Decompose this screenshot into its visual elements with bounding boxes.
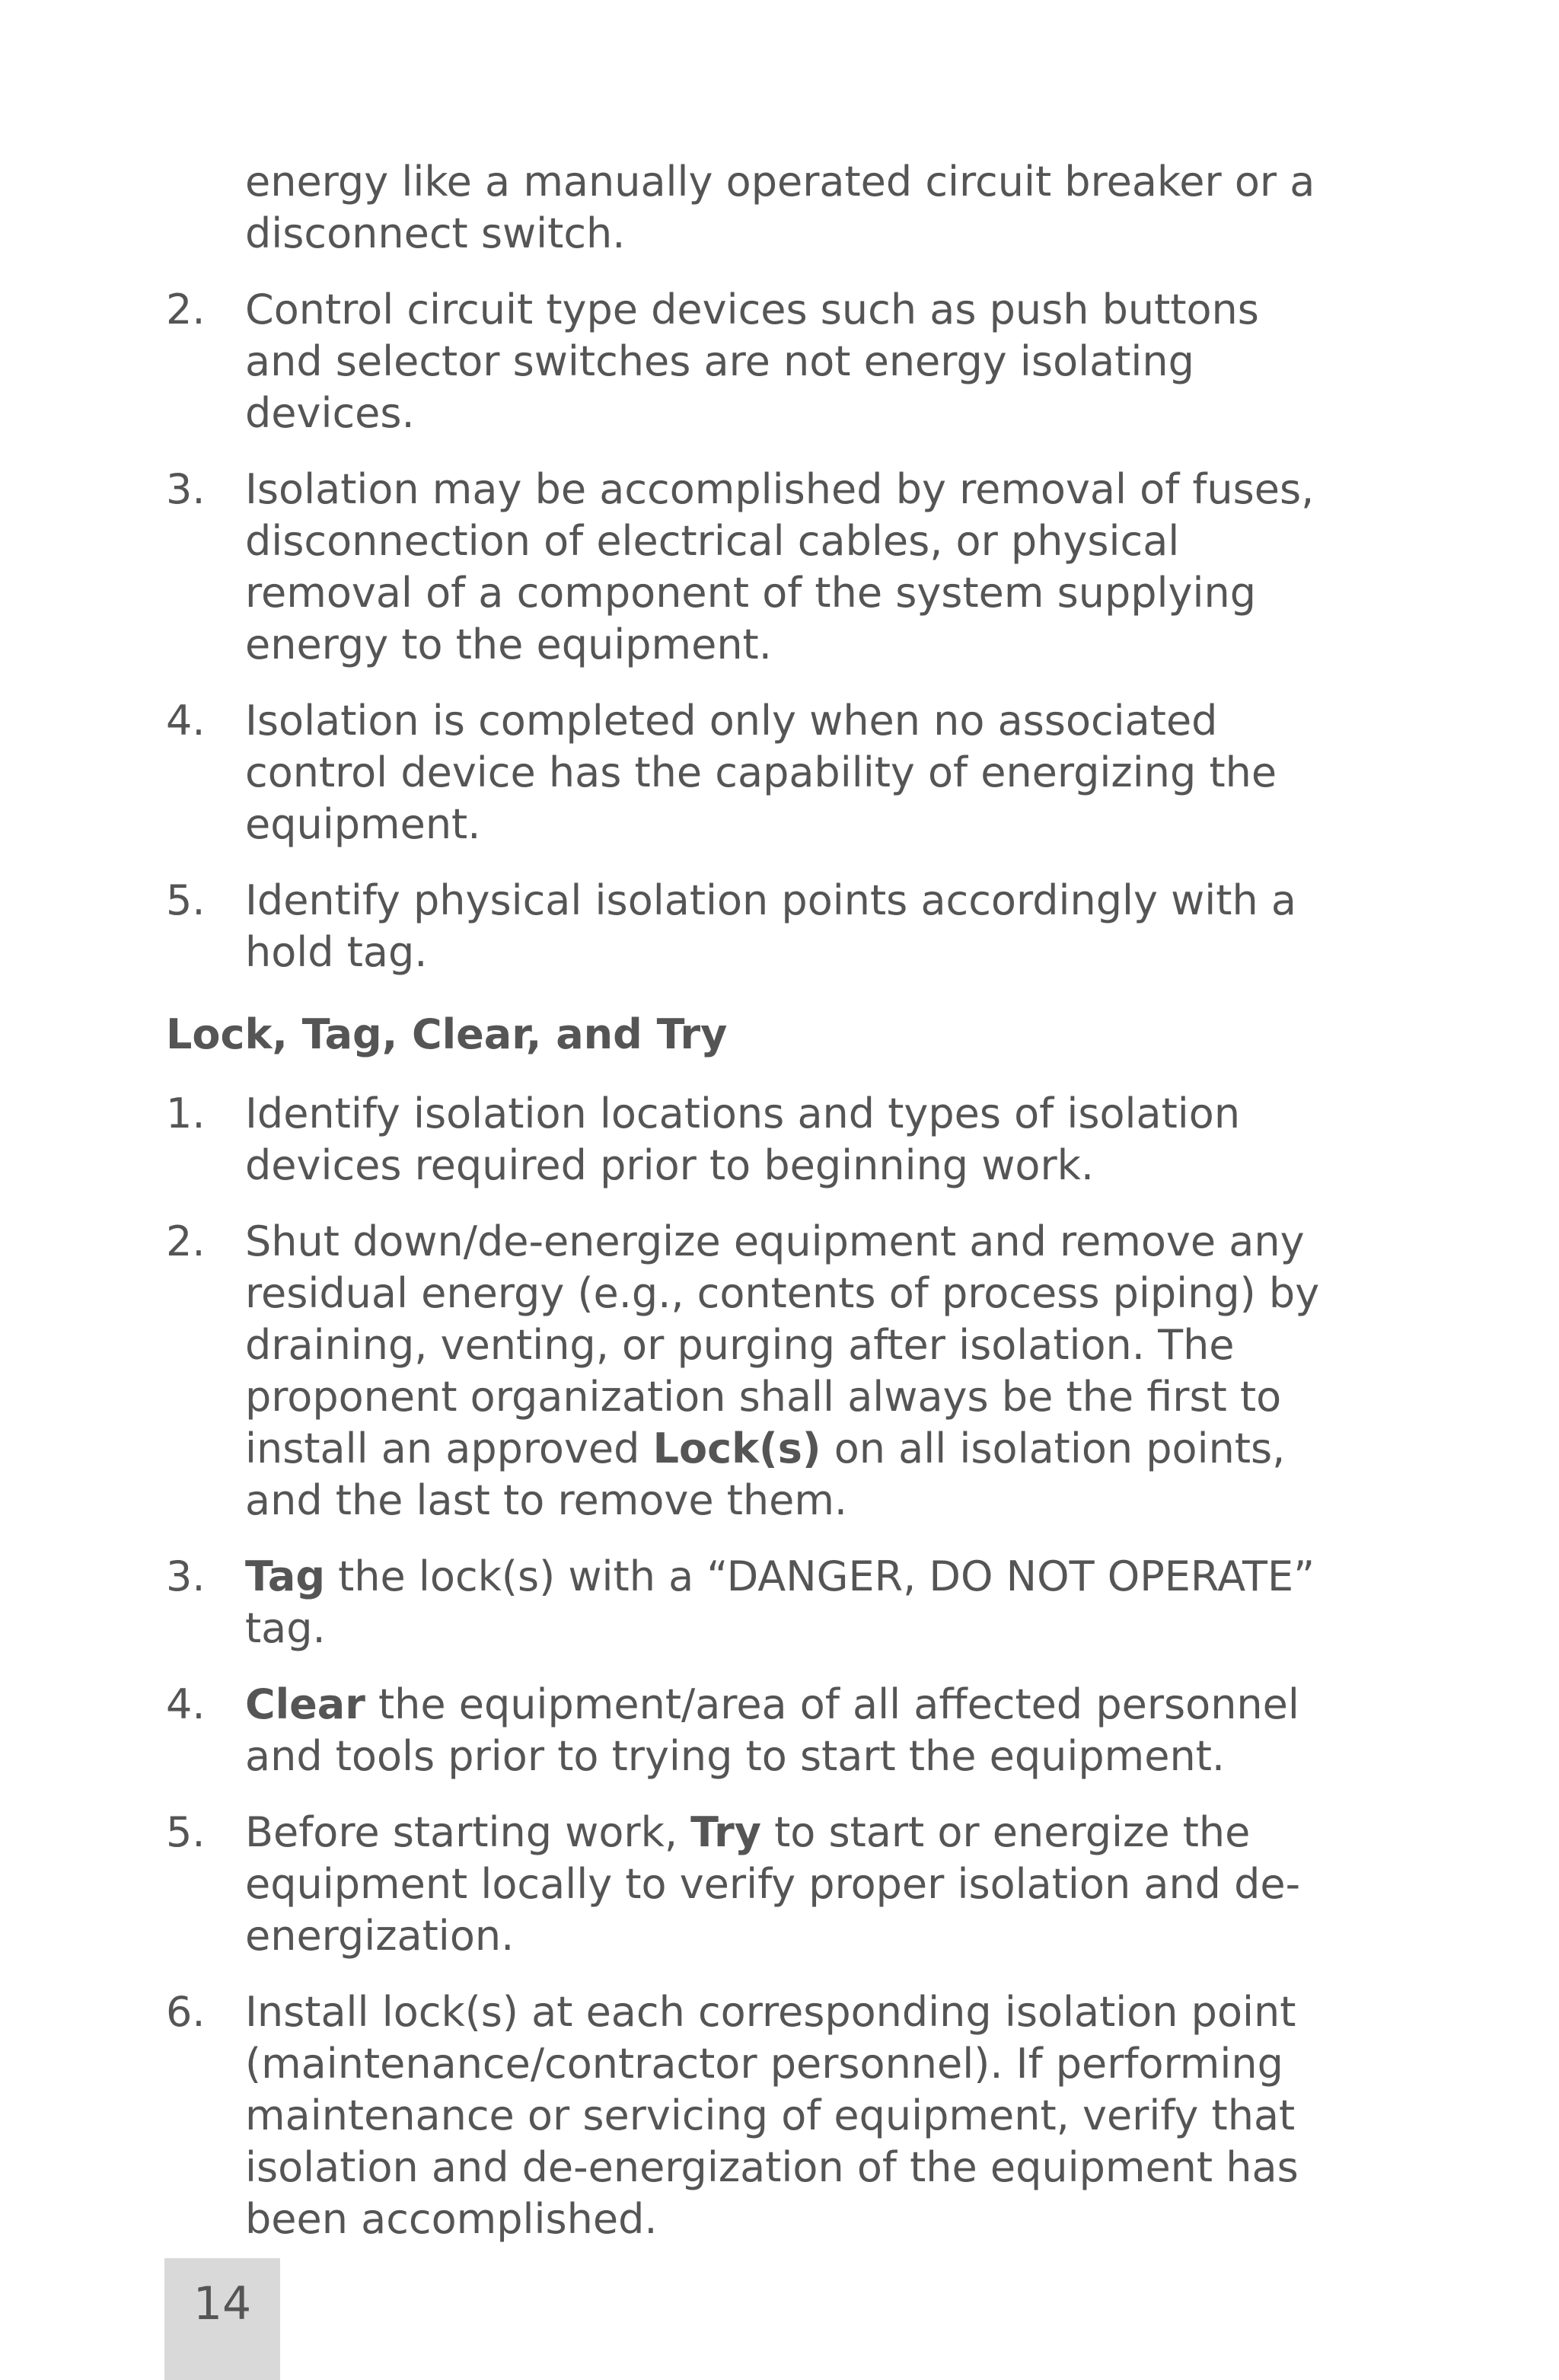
emphasis-term: Try (690, 1808, 761, 1856)
list-item (166, 1088, 1331, 1192)
list-item (166, 1807, 1331, 1962)
list-item (166, 1986, 1331, 2245)
list-text (245, 1679, 1331, 1782)
page-number-tab (164, 2258, 280, 2380)
list-number: 5. (166, 1808, 206, 1856)
list-number: 2. (166, 286, 206, 333)
text-run: Shut down/de-energize equipment and remove any residual energy (e.g., contents of process piping) by draining, venting, or purging after isolation. The proponent organization shall always be the first to install an approved (245, 1217, 1320, 1472)
list-text: Isolation may be accomplished by removal of fuses, disconnection of electrical cables, or physical removal of a component of the system supplying energy to the equipment. (245, 465, 1315, 668)
list-number: 5. (166, 876, 206, 924)
emphasis-term: Clear (245, 1680, 365, 1728)
page-content (166, 156, 1331, 2270)
text-run: the lock(s) with a “DANGER, DO NOT OPERATE” tag. (245, 1552, 1315, 1652)
list-item (166, 1216, 1331, 1527)
list-number: 3. (166, 465, 206, 513)
list-number: 1. (166, 1090, 206, 1137)
list-number: 4. (166, 697, 206, 745)
page-number: 14 (193, 2277, 252, 2331)
list-text: Identify isolation locations and types of isolation devices required prior to beginning work. (245, 1090, 1241, 1189)
list-item (166, 875, 1331, 978)
section-heading: Lock, Tag, Clear, and Try (166, 1010, 728, 1058)
list-number: 2. (166, 1217, 206, 1265)
continued-paragraph: energy like a manually operated circuit breaker or a disconnect switch. (245, 158, 1315, 257)
text-run: on all isolation points, and the last to remove them. (245, 1424, 1286, 1524)
list-number: 4. (166, 1680, 206, 1728)
text-run: the equipment/area of all affected personnel and tools prior to trying to start the equipment. (245, 1680, 1299, 1780)
list-text (245, 1216, 1331, 1527)
list-text (245, 1551, 1331, 1654)
list-item (166, 1679, 1331, 1782)
text-run: to start or energize the equipment locally to verify proper isolation and de-energization. (245, 1808, 1301, 1960)
list-text: Control circuit type devices such as push buttons and selector switches are not energy isolating devices. (245, 286, 1259, 437)
text-run: Before starting work, (245, 1808, 691, 1856)
list-item (166, 284, 1331, 439)
list-number: 6. (166, 1988, 206, 2036)
list-text: Isolation is completed only when no associated control device has the capability of energizing the equipment. (245, 697, 1277, 848)
list-text: Identify physical isolation points accordingly with a hold tag. (245, 876, 1296, 976)
list-number: 3. (166, 1552, 206, 1600)
list-item (166, 464, 1331, 671)
list-text (245, 1807, 1331, 1962)
list-item (166, 695, 1331, 850)
list-item (166, 1551, 1331, 1654)
emphasis-term: Lock(s) (652, 1424, 821, 1472)
emphasis-term: Tag (245, 1552, 325, 1600)
list-text: Install lock(s) at each corresponding isolation point (maintenance/contractor personnel). If performing maintenance or servicing of equipment, verify that isolation and de-energization of the equipment has been accomplished. (245, 1988, 1299, 2243)
